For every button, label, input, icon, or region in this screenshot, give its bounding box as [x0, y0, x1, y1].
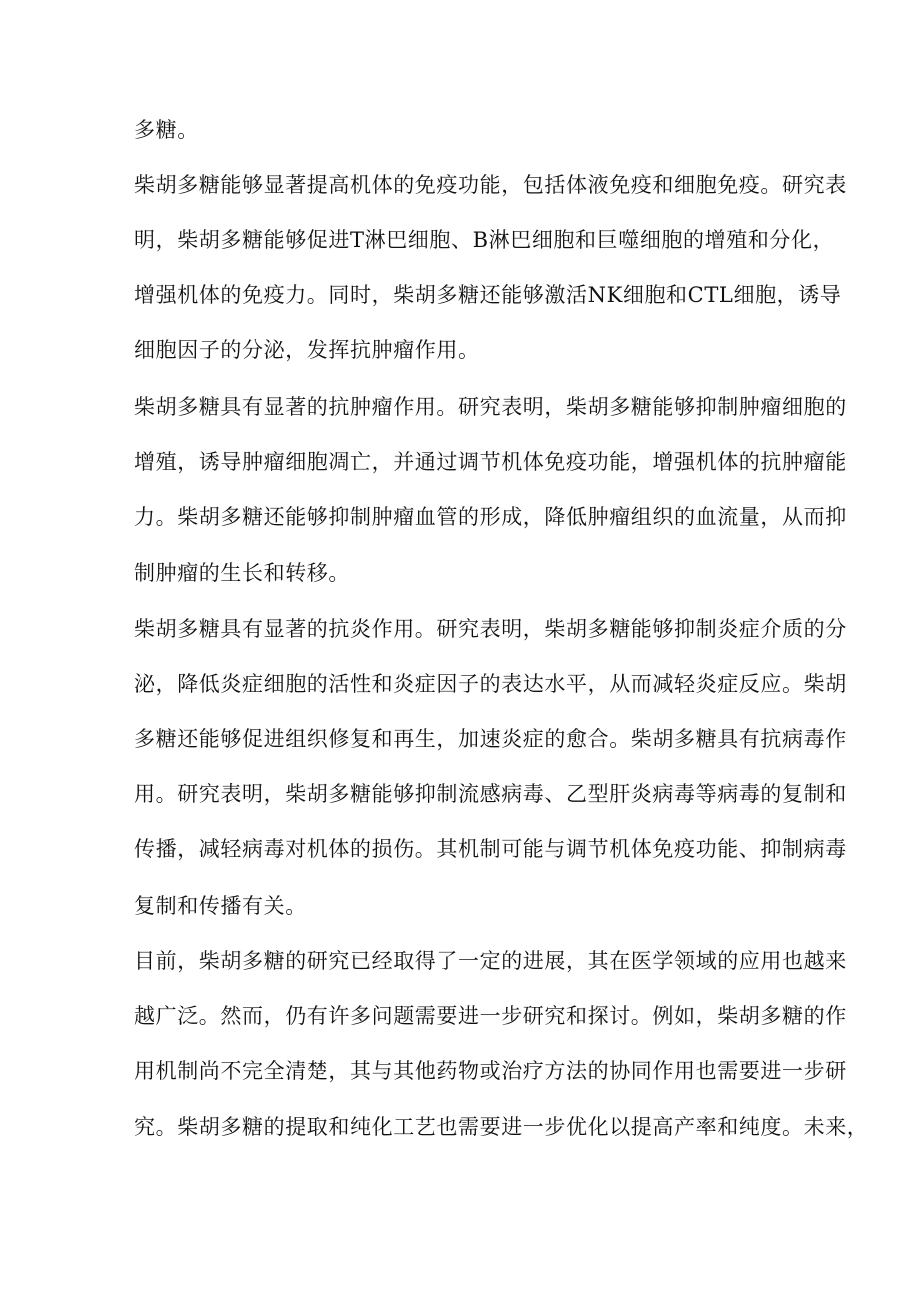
text-line: 柴胡多糖能够显著提高机体的免疫功能，包括体液免疫和细胞免疫。研究表	[134, 173, 847, 197]
text-line: 复制和传播有关。	[134, 894, 307, 918]
text-line: 多糖。	[134, 118, 199, 142]
text-line: 目前，柴胡多糖的研究已经取得了一定的进展，其在医学领域的应用也越来	[134, 949, 847, 973]
text-line: 传播，减轻病毒对机体的损伤。其机制可能与调节机体免疫功能、抑制病毒	[134, 837, 847, 861]
text-line: 多糖还能够促进组织修复和再生，加速炎症的愈合。柴胡多糖具有抗病毒作	[134, 727, 847, 751]
text-line: 力。柴胡多糖还能够抑制肿瘤血管的形成，降低肿瘤组织的血流量，从而抑	[134, 505, 847, 529]
text-line: 泌，降低炎症细胞的活性和炎症因子的表达水平，从而减轻炎症反应。柴胡	[134, 672, 847, 696]
text-line: 增强机体的免疫力。同时，柴胡多糖还能够激活NK细胞和CTL细胞，诱导	[134, 283, 842, 307]
text-line: 制肿瘤的生长和转移。	[134, 561, 350, 585]
text-line: 明，柴胡多糖能够促进T淋巴细胞、B淋巴细胞和巨噬细胞的增殖和分化，	[134, 228, 835, 252]
text-line: 用机制尚不完全清楚，其与其他药物或治疗方法的协同作用也需要进一步研	[134, 1059, 847, 1083]
text-line: 究。柴胡多糖的提取和纯化工艺也需要进一步优化以提高产率和纯度。未来，	[134, 1115, 869, 1139]
text-line: 增殖，诱导肿瘤细胞凋亡，并通过调节机体免疫功能，增强机体的抗肿瘤能	[134, 450, 847, 474]
text-line: 用。研究表明，柴胡多糖能够抑制流感病毒、乙型肝炎病毒等病毒的复制和	[134, 782, 847, 806]
text-line: 柴胡多糖具有显著的抗炎作用。研究表明，柴胡多糖能够抑制炎症介质的分	[134, 617, 847, 641]
text-line: 越广泛。然而，仍有许多问题需要进一步研究和探讨。例如，柴胡多糖的作	[134, 1004, 847, 1028]
text-line: 柴胡多糖具有显著的抗肿瘤作用。研究表明，柴胡多糖能够抑制肿瘤细胞的	[134, 395, 847, 419]
text-line: 细胞因子的分泌，发挥抗肿瘤作用。	[134, 338, 480, 362]
